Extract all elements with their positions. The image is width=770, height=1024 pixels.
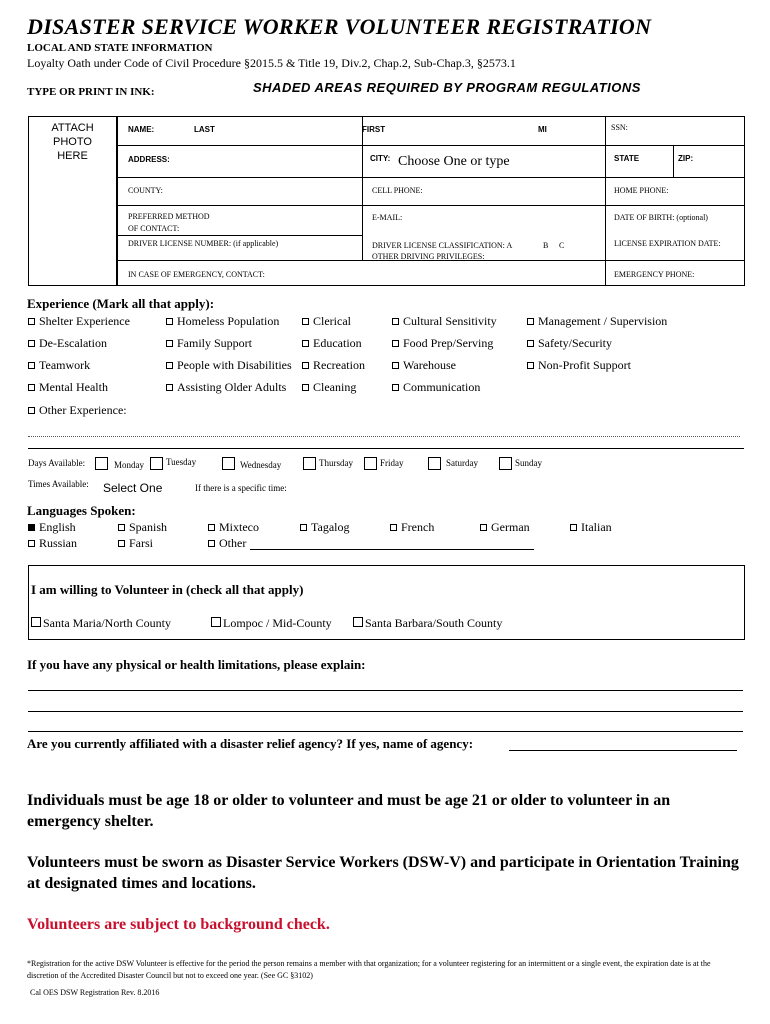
saturday-label: Saturday: [446, 458, 478, 468]
lang-russian[interactable]: Russian: [28, 536, 77, 551]
address-label: ADDRESS:: [128, 155, 170, 164]
form-title: DISASTER SERVICE WORKER VOLUNTEER REGISTRATION: [27, 14, 652, 39]
lang-mixteco[interactable]: Mixteco: [208, 520, 259, 535]
volunteer-location-box: [28, 565, 745, 640]
tuesday-label: Tuesday: [166, 457, 197, 467]
sunday-checkbox[interactable]: [499, 457, 512, 470]
exp-other[interactable]: Other Experience:: [28, 403, 127, 418]
health-line-1[interactable]: [28, 690, 743, 691]
sunday-label: Sunday: [515, 458, 542, 468]
exp-education[interactable]: Education: [302, 336, 362, 351]
license-class-b: B: [543, 241, 549, 250]
lang-tagalog[interactable]: Tagalog: [300, 520, 349, 535]
license-class-c: C: [559, 241, 565, 250]
other-privileges-label: OTHER DRIVING PRIVILEGES:: [372, 252, 485, 261]
saturday-checkbox[interactable]: [428, 457, 441, 470]
exp-cleaning[interactable]: Cleaning: [302, 380, 356, 395]
sworn-requirement-notice: Volunteers must be sworn as Disaster Service Workers (DSW-V) and participate in Orientation Training at designated times and locations.: [27, 854, 739, 892]
tuesday-checkbox[interactable]: [150, 457, 163, 470]
times-available-label: Times Available:: [28, 479, 89, 489]
exp-non-profit-support[interactable]: Non-Profit Support: [527, 358, 631, 373]
other-experience-line-1[interactable]: [28, 436, 740, 437]
revision-label: Cal OES DSW Registration Rev. 8.2016: [30, 988, 160, 997]
lang-farsi[interactable]: Farsi: [118, 536, 153, 551]
lang-spanish[interactable]: Spanish: [118, 520, 167, 535]
date-of-birth-label: DATE OF BIRTH: (optional): [614, 213, 708, 222]
registration-footnote: *Registration for the active DSW Volunteer is effective for the period the person remains a member with that organization; for a volunteer registering for an intermittent or a single event, the expiration date is at the discretion of the Accredited Disaster Council but not to exceed one year. (See GC §3102): [27, 959, 711, 980]
exp-communication[interactable]: Communication: [392, 380, 480, 395]
emergency-contact-label: IN CASE OF EMERGENCY, CONTACT:: [128, 270, 265, 279]
background-check-notice: Volunteers are subject to background check.: [27, 916, 330, 933]
license-expiration-label: LICENSE EXPIRATION DATE:: [614, 239, 721, 248]
last-name-label: LAST: [194, 125, 215, 134]
exp-cultural-sensitivity[interactable]: Cultural Sensitivity: [392, 314, 497, 329]
times-select[interactable]: Select One: [103, 481, 163, 495]
agency-name-line[interactable]: [509, 750, 737, 751]
photo-label: ATTACH PHOTO HERE: [51, 122, 94, 162]
home-phone-label: HOME PHONE:: [614, 186, 669, 195]
type-print-instruction: TYPE OR PRINT IN INK:: [27, 86, 155, 98]
lang-french[interactable]: French: [390, 520, 434, 535]
license-class-label: DRIVER LICENSE CLASSIFICATION: A: [372, 241, 513, 250]
lang-other-line[interactable]: [250, 549, 534, 550]
city-select[interactable]: Choose One or type: [398, 154, 510, 169]
friday-checkbox[interactable]: [364, 457, 377, 470]
wednesday-label: Wednesday: [240, 460, 282, 470]
email-label: E-MAIL:: [372, 213, 403, 222]
experience-title: Experience (Mark all that apply):: [27, 296, 215, 311]
exp-food-prep-serving[interactable]: Food Prep/Serving: [392, 336, 493, 351]
driver-license-label: DRIVER LICENSE NUMBER: (if applicable): [128, 239, 279, 248]
ssn-label: SSN:: [611, 123, 628, 132]
exp-family-support[interactable]: Family Support: [166, 336, 252, 351]
of-contact-label: OF CONTACT:: [128, 224, 180, 233]
exp-assisting-older-adults[interactable]: Assisting Older Adults: [166, 380, 286, 395]
cell-phone-label: CELL PHONE:: [372, 186, 423, 195]
wednesday-checkbox[interactable]: [222, 457, 235, 470]
exp-teamwork[interactable]: Teamwork: [28, 358, 90, 373]
first-name-label: FIRST: [362, 125, 386, 134]
other-experience-line-2[interactable]: [28, 448, 744, 449]
exp-shelter-experience[interactable]: Shelter Experience: [28, 314, 130, 329]
friday-label: Friday: [380, 458, 404, 468]
lang-italian[interactable]: Italian: [570, 520, 612, 535]
loc-santa-maria[interactable]: Santa Maria/North County: [31, 616, 171, 631]
shaded-areas-note: SHADED AREAS REQUIRED BY PROGRAM REGULATIONS: [253, 80, 641, 95]
monday-label: Monday: [114, 460, 144, 470]
thursday-label: Thursday: [319, 458, 353, 468]
health-question: If you have any physical or health limitations, please explain:: [27, 657, 366, 672]
personal-info-grid: [117, 116, 745, 286]
loyalty-oath-reference: Loyalty Oath under Code of Civil Procedure §2015.5 & Title 19, Div.2, Chap.2, Sub-Chap.3, §2573.1: [27, 56, 516, 70]
exp-management-supervision[interactable]: Management / Supervision: [527, 314, 667, 329]
exp-homeless-population[interactable]: Homeless Population: [166, 314, 279, 329]
volunteer-location-title: I am willing to Volunteer in (check all that apply): [31, 582, 304, 597]
exp-recreation[interactable]: Recreation: [302, 358, 365, 373]
exp-de-escalation[interactable]: De-Escalation: [28, 336, 107, 351]
monday-checkbox[interactable]: [95, 457, 108, 470]
age-requirement-notice: Individuals must be age 18 or older to volunteer and must be age 21 or older to volunteer in an emergency shelter.: [27, 792, 671, 830]
exp-clerical[interactable]: Clerical: [302, 314, 351, 329]
exp-mental-health[interactable]: Mental Health: [28, 380, 108, 395]
days-available-label: Days Available:: [28, 458, 86, 468]
exp-warehouse[interactable]: Warehouse: [392, 358, 456, 373]
thursday-checkbox[interactable]: [303, 457, 316, 470]
county-label: COUNTY:: [128, 186, 163, 195]
specific-time-label: If there is a specific time:: [195, 483, 287, 493]
lang-english[interactable]: English: [28, 520, 76, 535]
preferred-method-label: PREFERRED METHOD: [128, 212, 210, 221]
photo-box[interactable]: [28, 116, 117, 286]
emergency-phone-label: EMERGENCY PHONE:: [614, 270, 695, 279]
lang-other[interactable]: Other: [208, 536, 246, 551]
name-label: NAME:: [128, 125, 155, 134]
city-label: CITY:: [370, 154, 391, 163]
health-line-2[interactable]: [28, 711, 743, 712]
lang-german[interactable]: German: [480, 520, 530, 535]
zip-label: ZIP:: [678, 154, 694, 163]
health-line-3[interactable]: [28, 731, 743, 732]
agency-question: Are you currently affiliated with a disaster relief agency? If yes, name of agency:: [27, 736, 474, 751]
form-subtitle: LOCAL AND STATE INFORMATION: [27, 42, 213, 54]
loc-santa-barbara[interactable]: Santa Barbara/South County: [353, 616, 502, 631]
state-label: STATE: [614, 154, 640, 163]
middle-initial-label: MI: [538, 125, 547, 134]
loc-lompoc[interactable]: Lompoc / Mid-County: [211, 616, 332, 631]
exp-safety-security[interactable]: Safety/Security: [527, 336, 612, 351]
languages-title: Languages Spoken:: [27, 503, 136, 518]
exp-people-with-disabilities[interactable]: People with Disabilities: [166, 358, 292, 373]
